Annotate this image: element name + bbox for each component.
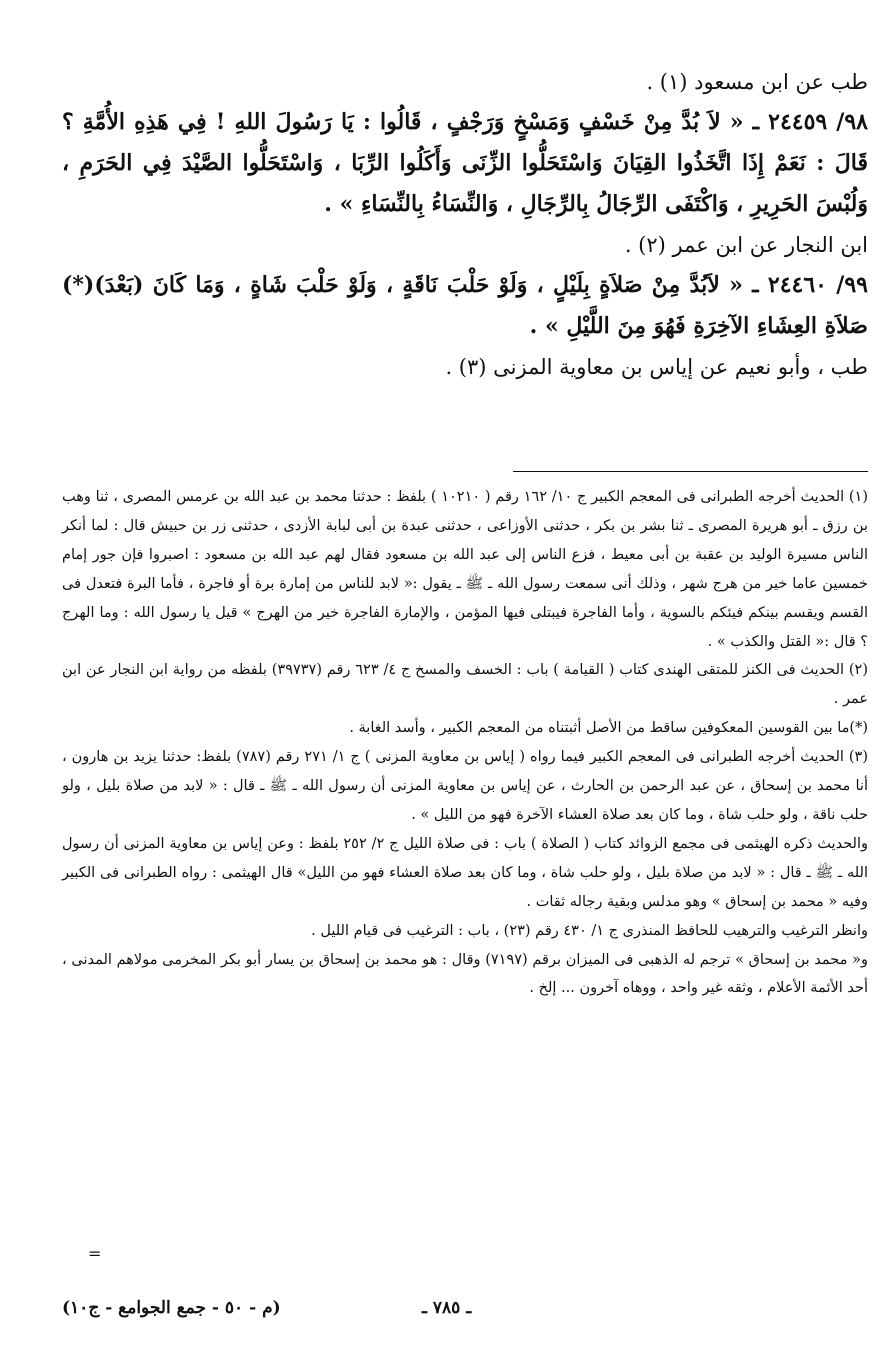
footnote-2: (٢) الحديث فى الكنز للمتقى الهندى كتاب ( القيامة ) باب : الخسف والمسخ ج ٤/ ٦٢٣ رقم (٣٩٧٣٧) بلفظه من رواية ابن النجار عن ابن عمر . (62, 662, 869, 708)
source-line-97: طب عن ابن مسعود (١) . (646, 70, 868, 94)
footnote-3-reference: وانظر الترغيب والترهيب للحافظ المنذرى ج ١/ ٤٣٠ رقم (٢٣) ، باب : الترغيب فى قيام الليل . (311, 922, 868, 939)
main-text (62, 62, 868, 387)
source-line-98: ابن النجار عن ابن عمر (٢) . (624, 233, 868, 257)
footnotes (62, 483, 868, 1003)
footnote-3-continued: والحديث ذكره الهيثمى فى مجمع الزوائد كتاب ( الصلاة ) باب : فى صلاة الليل ج ٢/ ٢٥٢ بلفظ : وعن إياس بن معاوية المزنى أن رسول الله ـ ﷺ ـ قال : « لابد من صلاة بليل ، ولو حلب شاة ، وما كان بعد صلاة العشاء فهو من الليل» قال الهيثمى : رواه الطبرانى فى الكبير وفيه « محمد بن إسحاق » وهو مدلس وبقية رجاله ثقات . (62, 835, 869, 910)
footnote-star: (*)ما بين القوسين المعكوفين ساقط من الأصل أثبتناه من المعجم الكبير ، وأسد الغابة . (349, 720, 868, 737)
continuation-mark: = (88, 1244, 102, 1263)
page-number: ـ ٧٨٥ ـ (422, 1298, 472, 1318)
footnote-3-biography: و« محمد بن إسحاق » ترجم له الذهبى فى الميزان برقم (٧١٩٧) وقال : هو محمد بن إسحاق بن يسار أبو بكر المخرمى مولاهم المدنى ، أحد الأئمة الأعلام ، وثقه غير واحد ، ووهاه آخرون ... إلخ . (62, 951, 868, 997)
page-footer (62, 1298, 868, 1334)
footnote-3: (٣) الحديث أخرجه الطبرانى فى المعجم الكبير فيما رواه ( إياس بن معاوية المزنى ) ج ١/ ٢٧١ رقم (٧٨٧) بلفظ: حدثنا يزيد بن هارون ، أنا محمد بن إسحاق ، عن عبد الرحمن بن الحارث ، عن إياس بن معاوية المزنى أن رسول الله ـ ﷺ ـ قال : « لابد من صلاة بليل ، ولو حلب ناقة ، ولو حلب شاة ، وما كان بعد صلاة العشاء الآخرة فهو من الليل » . (62, 749, 868, 823)
signature-mark: (م - ٥٠ - جمع الجوامع - ج١٠) (62, 1298, 281, 1318)
hadith-98: ٩٨/ ٢٤٤٥٩ ـ « لاَ بُدَّ مِنْ خَسْفٍ وَمَسْخٍ وَرَجْفٍ ، قَالُوا : يَا رَسُولَ اللهِ ! فِي هَذِهِ الأُمَّةِ ؟ قَالَ : نَعَمْ إِذَا اتَّخَذُوا القِيَانَ وَاسْتَحَلُّوا الزِّنَى وَأَكَلُوا الرِّبَا ، وَاسْتَحَلُّوا الصَّيْدَ فِي الحَرَمِ ، وَلُبْسَ الحَرِيرِ ، وَاكْتَفَى الرِّجَالُ بِالرِّجَالِ ، وَالنِّسَاءُ بِالنِّسَاءِ » . (62, 109, 868, 217)
hadith-99: ٩٩/ ٢٤٤٦٠ ـ « لاَبُدَّ مِنْ صَلاَةٍ بِلَيْلٍ ، وَلَوْ حَلْبَ نَاقَةٍ ، وَلَوْ حَلْبَ شَاةٍ ، وَمَا كَانَ (بَعْدَ)(*) صَلاَةِ العِشَاءِ الآخِرَةِ فَهُوَ مِنَ اللَّيْلِ » . (62, 272, 868, 339)
source-line-99: طب ، وأبو نعيم عن إياس بن معاوية المزنى (٣) . (445, 355, 868, 379)
footnote-separator (513, 471, 868, 472)
footnote-1: (١) الحديث أخرجه الطبرانى فى المعجم الكبير ج ١٠/ ١٦٢ رقم ( ١٠٢١٠ ) بلفظ : حدثنا محمد بن عبد الله بن عرمس المصرى ، ثنا وهب بن رزق ـ أبو هريرة المصرى ـ ثنا بشر بن بكر ، حدثنى الأوزاعى ، حدثنى عبدة بن أبى لبابة الأزدى ، حدثنى زر بن حبيش قال : لما أنكر الناس مسيرة الوليد بن عقبة بن أبى معيط ، فزع الناس إلى عبد الله بن مسعود فقال لهم عبد الله بن مسعود : اصبروا فإن جور إمام خمسين عاما خير من هرج شهر ، وذلك أنى سمعت رسول الله ـ ﷺ ـ يقول :« لابد للناس من إمارة برة أو فاجرة ، فأما البرة فتعدل فى القسم ويقسم بينكم فيئكم بالسوية ، وأما الفاجرة فيبتلى فيها المؤمن ، والإمارة الفاجرة خير من الهرج » قيل يا رسول الله : وما الهرج ؟ قال :« القتل والكذب » . (62, 489, 869, 650)
